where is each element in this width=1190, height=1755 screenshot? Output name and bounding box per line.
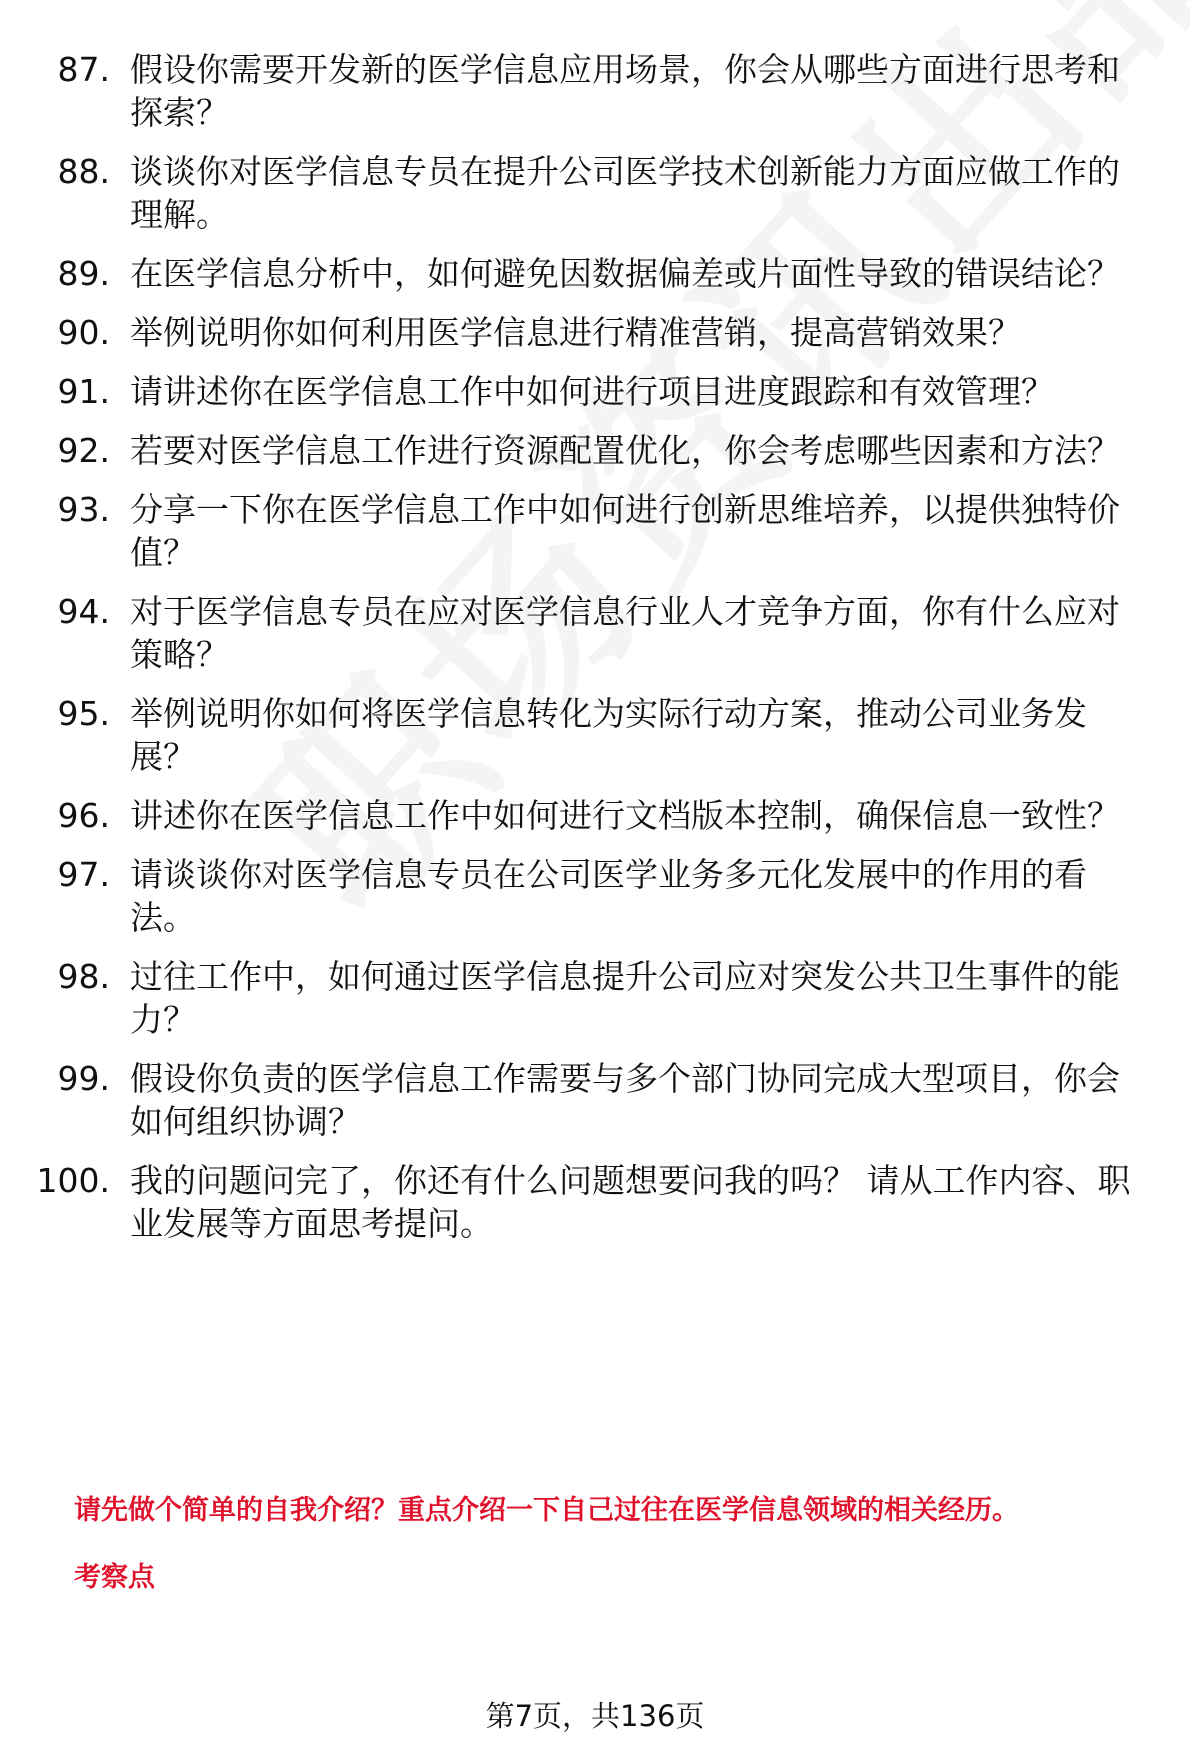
question-text: 假设你需要开发新的医学信息应用场景，你会从哪些方面进行思考和探索？ [130, 50, 1120, 132]
question-item [0, 1057, 1190, 1143]
question-text: 在医学信息分析中，如何避免因数据偏差或片面性导致的错误结论？ [130, 254, 1120, 293]
question-text: 对于医学信息专员在应对医学信息行业人才竞争方面，你有什么应对策略？ [130, 592, 1120, 674]
question-item [0, 429, 1190, 472]
question-text: 谈谈你对医学信息专员在提升公司医学技术创新能力方面应做工作的理解。 [130, 152, 1120, 234]
question-number: 89. [57, 254, 110, 293]
question-item [0, 48, 1190, 134]
question-number: 97. [57, 855, 110, 894]
question-item [0, 692, 1190, 778]
question-item [0, 311, 1190, 354]
question-number: 88. [57, 152, 110, 191]
question-item [0, 252, 1190, 295]
question-item [0, 1159, 1190, 1245]
question-text: 若要对医学信息工作进行资源配置优化，你会考虑哪些因素和方法？ [130, 431, 1120, 470]
page-number-footer: 第7页，共136页 [485, 1699, 705, 1733]
question-number: 93. [57, 490, 110, 529]
question-text: 我的问题问完了，你还有什么问题想要问我的吗？ 请从工作内容、职业发展等方面思考提问。 [130, 1161, 1131, 1243]
question-text: 请谈谈你对医学信息专员在公司医学业务多元化发展中的作用的看法。 [130, 855, 1087, 937]
question-number: 90. [57, 313, 110, 352]
question-text: 分享一下你在医学信息工作中如何进行创新思维培养，以提供独特价值？ [130, 490, 1120, 572]
question-item [0, 488, 1190, 574]
question-text: 举例说明你如何将医学信息转化为实际行动方案，推动公司业务发展？ [130, 694, 1087, 776]
question-number: 95. [57, 694, 110, 733]
question-item [0, 370, 1190, 413]
question-number: 96. [57, 796, 110, 835]
question-item [0, 150, 1190, 236]
question-list [0, 48, 1190, 1261]
question-number: 99. [57, 1059, 110, 1098]
question-text: 假设你负责的医学信息工作需要与多个部门协同完成大型项目，你会如何组织协调？ [130, 1059, 1120, 1141]
question-number: 91. [57, 372, 110, 411]
question-item [0, 955, 1190, 1041]
question-item [0, 853, 1190, 939]
question-number: 100. [36, 1161, 110, 1200]
question-text: 举例说明你如何利用医学信息进行精准营销，提高营销效果？ [130, 313, 1021, 352]
question-number: 98. [57, 957, 110, 996]
question-item [0, 794, 1190, 837]
question-text: 请讲述你在医学信息工作中如何进行项目进度跟踪和有效管理？ [130, 372, 1054, 411]
question-number: 87. [57, 50, 110, 89]
focus-label: 考察点 [74, 1562, 155, 1593]
question-number: 92. [57, 431, 110, 470]
question-number: 94. [57, 592, 110, 631]
question-text: 讲述你在医学信息工作中如何进行文档版本控制，确保信息一致性？ [130, 796, 1120, 835]
section-title: 请先做个简单的自我介绍？重点介绍一下自己过往在医学信息领域的相关经历。 [74, 1495, 1019, 1526]
question-item [0, 590, 1190, 676]
question-text: 过往工作中，如何通过医学信息提升公司应对突发公共卫生事件的能力？ [130, 957, 1120, 1039]
